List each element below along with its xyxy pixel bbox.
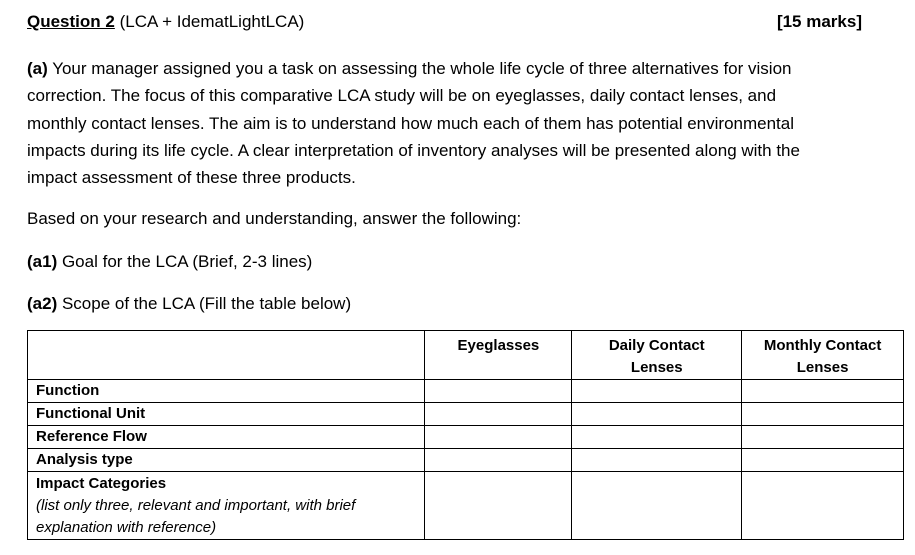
answer-cell[interactable] — [742, 449, 904, 472]
answer-cell[interactable] — [425, 380, 572, 403]
answer-cell[interactable] — [742, 472, 904, 540]
answer-cell[interactable] — [425, 472, 572, 540]
impact-categories-label: Impact Categories — [36, 475, 167, 492]
part-a-line-5: impact assessment of these three products. — [27, 168, 356, 188]
column-header-monthly-line-2: Lenses — [796, 359, 849, 376]
answer-cell[interactable] — [425, 426, 572, 449]
column-header-eyeglasses-line-1: Eyeglasses — [457, 337, 540, 354]
a1-text: Goal for the LCA (Brief, 2-3 lines) — [57, 252, 313, 271]
column-header-daily-line-1: Daily Contact — [608, 337, 705, 354]
impact-categories-note-line-1: (list only three, relevant and important, with brief — [36, 497, 356, 514]
impact-categories-note-line-2: explanation with reference) — [36, 519, 217, 536]
row-label-impact-categories — [28, 472, 425, 540]
table-row — [28, 380, 904, 403]
marks-label: [15 marks] — [776, 12, 862, 31]
scope-table — [27, 330, 904, 540]
part-a-line-4: impacts during its life cycle. A clear interpretation of inventory analyses will be presented along with the — [27, 140, 800, 160]
row-label-reference-flow: Reference Flow — [28, 426, 425, 449]
table-row — [28, 403, 904, 426]
empty-header-cell — [28, 331, 425, 380]
a2-label: (a2) — [27, 294, 58, 313]
answer-cell[interactable] — [742, 426, 904, 449]
answer-cell[interactable] — [425, 449, 572, 472]
answer-cell[interactable] — [572, 380, 742, 403]
a1-label: (a1) — [27, 252, 58, 271]
row-label-function: Function — [28, 380, 425, 403]
row-label-functional-unit: Functional Unit — [28, 403, 425, 426]
a2-text: Scope of the LCA (Fill the table below) — [57, 294, 352, 313]
answer-cell[interactable] — [742, 403, 904, 426]
a1-question — [27, 248, 897, 275]
answer-cell[interactable] — [742, 380, 904, 403]
question-label: Question 2 — [27, 12, 115, 31]
question-header — [27, 12, 862, 32]
column-header-daily-line-2: Lenses — [630, 359, 683, 376]
question-subtitle: (LCA + IdematLightLCA) — [114, 12, 305, 31]
column-header-eyeglasses — [425, 331, 572, 380]
table-header-row — [28, 331, 904, 380]
column-header-monthly-line-1: Monthly Contact — [763, 337, 882, 354]
row-label-analysis-type: Analysis type — [28, 449, 425, 472]
part-a-label: (a) — [27, 59, 48, 78]
table-row — [28, 472, 904, 540]
table-row — [28, 449, 904, 472]
answer-cell[interactable] — [425, 403, 572, 426]
a2-question — [27, 290, 897, 317]
instruction-text: Based on your research and understanding, answer the following: — [27, 209, 522, 228]
part-a-line-2: correction. The focus of this comparative LCA study will be on eyeglasses, daily contact lenses, and — [27, 86, 777, 106]
answer-cell[interactable] — [572, 403, 742, 426]
column-header-daily-contact-lenses — [572, 331, 742, 380]
answer-cell[interactable] — [572, 472, 742, 540]
part-a-line-3: monthly contact lenses. The aim is to understand how much each of them has potential environmental — [27, 113, 795, 133]
answer-cell[interactable] — [572, 426, 742, 449]
part-a-line-1: Your manager assigned you a task on assessing the whole life cycle of three alternatives for vision — [47, 59, 792, 78]
table-row — [28, 426, 904, 449]
answer-cell[interactable] — [572, 449, 742, 472]
part-a-paragraph — [27, 55, 897, 191]
column-header-monthly-contact-lenses — [742, 331, 904, 380]
